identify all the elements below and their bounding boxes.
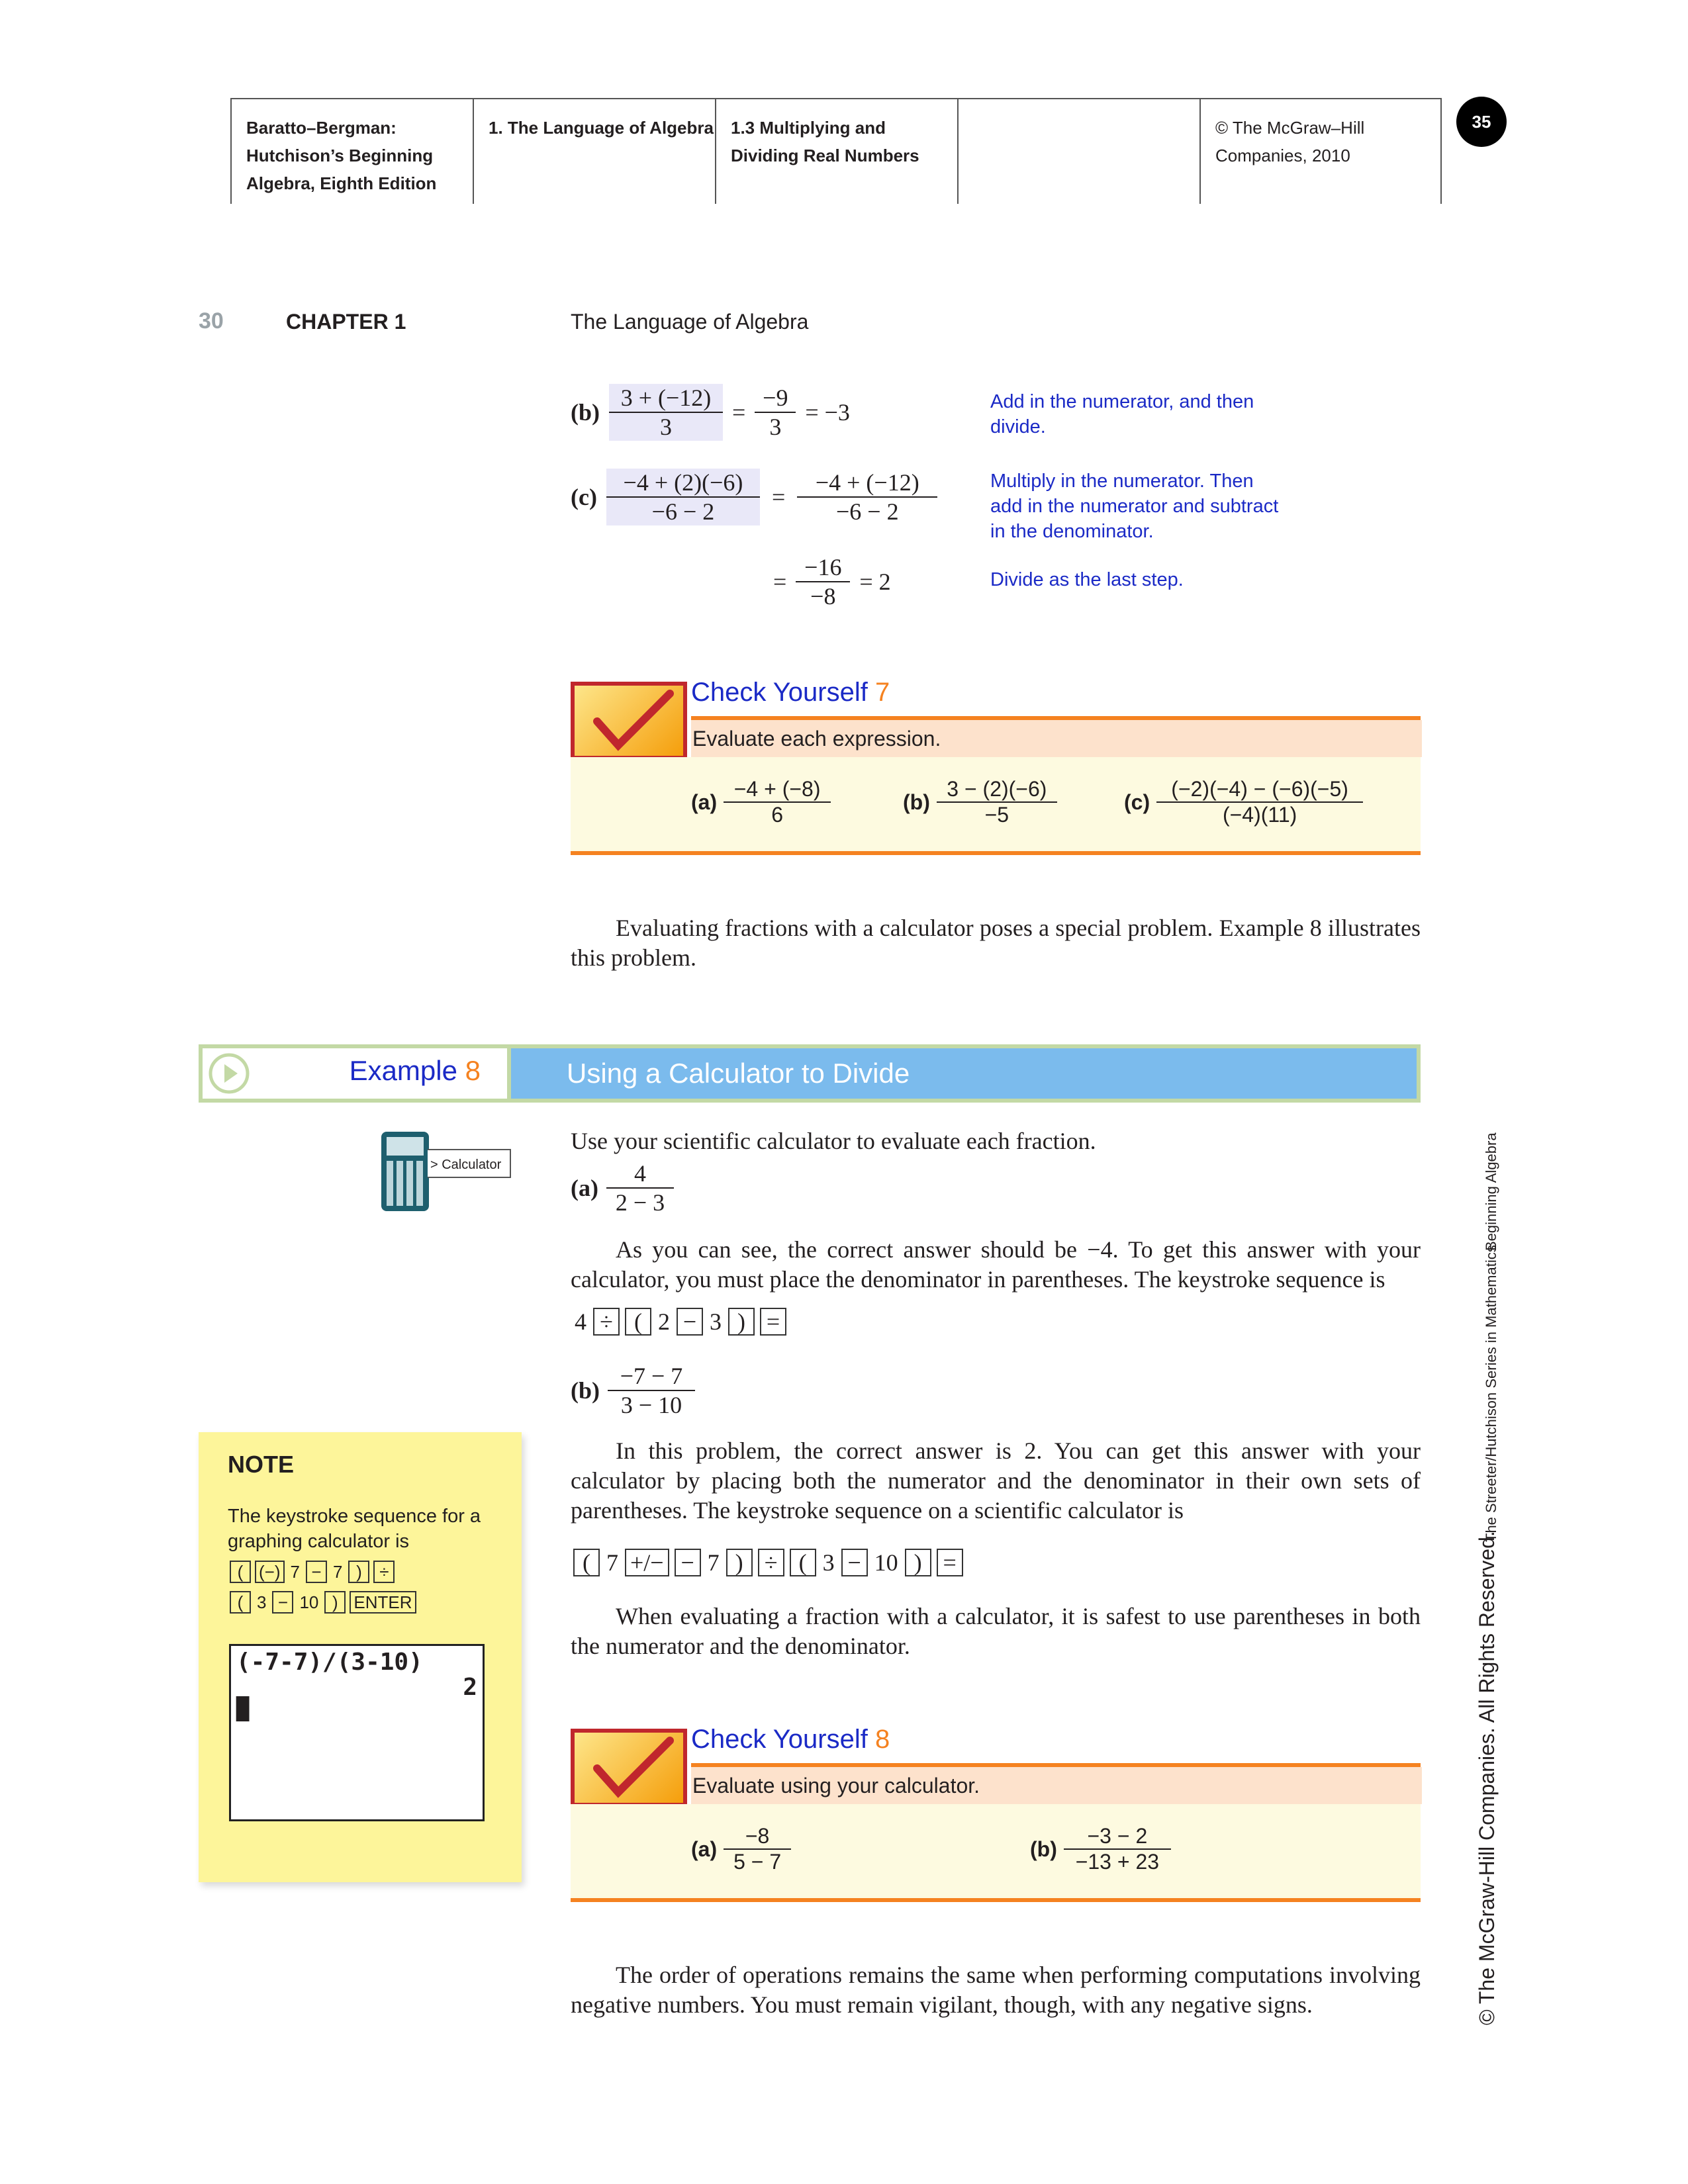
keystroke-key: ÷ <box>758 1549 784 1576</box>
problem-fraction <box>608 1362 695 1419</box>
keystroke-digit: 7 <box>290 1561 300 1582</box>
header-book-line: Algebra, Eighth Edition <box>246 173 437 193</box>
example-title-box <box>511 1044 1421 1103</box>
header-book-line: Baratto–Bergman: <box>246 118 397 138</box>
fraction-numerator: −4 + (2)(−6) <box>623 469 743 496</box>
check-yourself-8-problems <box>571 1804 1421 1898</box>
header-chapter <box>473 98 715 204</box>
play-arrow-icon <box>208 1052 250 1095</box>
solution-b-label: (b) <box>571 399 600 426</box>
example-part-a <box>571 1160 674 1216</box>
fraction-numerator: −4 + (−8) <box>733 777 821 801</box>
solution-c-note2: Divide as the last step. <box>990 569 1184 590</box>
screen-expression: (-7-7)/(3-10) <box>236 1649 423 1676</box>
keystroke-key: ( <box>790 1549 816 1576</box>
keystroke-key: − <box>841 1549 868 1576</box>
page-number: 30 <box>199 308 224 334</box>
problem-label: (c) <box>1124 790 1150 814</box>
chapter-label: CHAPTER 1 <box>286 310 406 334</box>
check-yourself-8-instruction <box>691 1767 1422 1804</box>
check-yourself-label: Check Yourself <box>691 1725 868 1754</box>
problem-label: (a) <box>691 790 718 814</box>
solution-b-fraction-2 <box>755 384 796 441</box>
keystroke-key: ( <box>230 1591 251 1614</box>
check-yourself-8-bottom-rule <box>571 1898 1421 1902</box>
sidebar-series: The Streeter/Hutchison Series in Mathematics <box>1483 1245 1499 1542</box>
fraction-denominator: −13 + 23 <box>1064 1848 1171 1874</box>
checkmark-icon <box>571 1729 687 1807</box>
keystroke-digit: 10 <box>874 1549 898 1576</box>
note-keys-line-2 <box>228 1591 418 1614</box>
keystroke-sequence-a <box>571 1308 789 1336</box>
check-yourself-label: Check Yourself <box>691 678 868 707</box>
check-yourself-8-title <box>691 1725 890 1754</box>
fraction-numerator: −4 + (−12) <box>815 469 919 496</box>
problem-label: (b) <box>571 1377 600 1404</box>
problem-fraction <box>724 1824 791 1874</box>
problem-fraction <box>724 777 831 827</box>
example-word: Example <box>349 1055 457 1086</box>
keystroke-key: ) <box>348 1561 369 1583</box>
keystroke-key: ) <box>324 1591 346 1614</box>
keystroke-digit: 2 <box>658 1308 670 1335</box>
keystroke-sequence-b <box>571 1549 966 1576</box>
calculator-tag[interactable]: > Calculator <box>428 1149 511 1178</box>
equals-sign: = <box>771 484 786 510</box>
keystroke-key: ) <box>728 1308 755 1336</box>
keystroke-key: − <box>306 1561 327 1583</box>
result: = −3 <box>805 399 850 426</box>
header-copyright-line: © The McGraw–Hill <box>1215 118 1365 138</box>
problem-label: (a) <box>691 1837 718 1861</box>
example-a-text: As you can see, the correct answer should be −4. To get this answer with your calculator, you must place the denominator in parentheses. The keystroke sequence is <box>571 1236 1421 1293</box>
solution-c-fraction-2 <box>797 469 937 525</box>
solution-c-note: Multiply in the numerator. Then add in the numerator and subtract in the denominator. <box>990 471 1279 542</box>
check-yourself-7-instruction <box>691 720 1422 757</box>
keystroke-key: = <box>937 1549 963 1576</box>
header-book <box>230 98 473 204</box>
fraction-denominator: −5 <box>937 801 1057 827</box>
fraction-denominator: 3 − 10 <box>608 1390 695 1419</box>
checkmark-icon <box>571 682 687 760</box>
check-yourself-number: 8 <box>874 1725 890 1754</box>
screen-result: 2 <box>463 1674 477 1701</box>
problem-label: (b) <box>903 790 930 814</box>
fraction-denominator: −8 <box>796 581 850 610</box>
example-title: Using a Calculator to Divide <box>567 1058 910 1089</box>
keystroke-key: = <box>760 1308 786 1336</box>
check-yourself-8-icon <box>571 1729 687 1807</box>
keystroke-key: +/− <box>625 1549 669 1576</box>
problem-fraction <box>1156 777 1363 827</box>
sidebar-subject: Beginning Algebra <box>1483 1132 1499 1251</box>
header-copyright-line: Companies, 2010 <box>1215 146 1350 165</box>
sidebar-rights: © The McGraw-Hill Companies. All Rights Reserved. <box>1475 1531 1499 2025</box>
keystroke-key: ÷ <box>593 1308 620 1336</box>
keystroke-key: − <box>677 1308 703 1336</box>
example-b-text: In this problem, the correct answer is 2. You can get this answer with your calculator by placing both the numerator and the denominator in their own sets of parentheses. The keystroke sequence on a scientific calculator is <box>571 1437 1421 1524</box>
equals-sign: = <box>773 569 787 595</box>
result: = 2 <box>859 569 891 595</box>
example-label-box <box>199 1044 511 1103</box>
calculator-screen <box>229 1644 485 1821</box>
note-title: NOTE <box>228 1451 295 1478</box>
note-text: The keystroke sequence for a graphing calculator is <box>228 1506 481 1552</box>
note-keys-line-1 <box>228 1561 397 1583</box>
example-8-header <box>199 1044 1421 1103</box>
fraction-numerator: −16 <box>804 554 842 580</box>
problem-fraction <box>937 777 1057 827</box>
header-chapter-line: 1. The Language of Algebra <box>489 118 714 138</box>
fraction-denominator: 3 <box>609 412 723 441</box>
keystroke-digit: 7 <box>606 1549 618 1576</box>
cy7-problem-c <box>1124 777 1363 827</box>
example-closing: When evaluating a fraction with a calculator, it is safest to use parentheses in both the numerator and the denominator. <box>571 1603 1421 1659</box>
fraction-numerator: 4 <box>633 1160 646 1187</box>
check-yourself-7-problems <box>571 757 1421 851</box>
fraction-numerator: (−2)(−4) − (−6)(−5) <box>1171 777 1348 801</box>
calculator-icon <box>381 1132 429 1211</box>
instruction-text: Evaluate each expression. <box>692 727 941 751</box>
keystroke-digit: 7 <box>332 1561 343 1582</box>
final-paragraph: The order of operations remains the same when performing computations involving negative numbers. You must remain vigilant, though, with any negative signs. <box>571 1962 1421 2018</box>
intro-paragraph: Evaluating fractions with a calculator poses a special problem. Example 8 illustrates this problem. <box>571 915 1421 971</box>
keystroke-key: (−) <box>255 1561 285 1583</box>
problem-label: (a) <box>571 1175 598 1201</box>
solution-b <box>571 384 850 441</box>
page-badge: 35 <box>1456 97 1507 147</box>
example-intro: Use your scientific calculator to evaluate each fraction. <box>571 1128 1096 1154</box>
example-part-b <box>571 1362 695 1419</box>
header-blank <box>957 98 1199 204</box>
keystroke-key: − <box>675 1549 701 1576</box>
example-number: 8 <box>465 1055 481 1086</box>
keystroke-digit: 3 <box>822 1549 835 1576</box>
equals-sign: = <box>732 399 746 426</box>
check-yourself-7-title <box>691 678 890 707</box>
fraction-denominator: 2 − 3 <box>606 1187 674 1216</box>
keystroke-key: ÷ <box>373 1561 395 1583</box>
problem-fraction <box>1064 1824 1171 1874</box>
chapter-title: The Language of Algebra <box>571 310 809 334</box>
fraction-numerator: −9 <box>763 385 788 411</box>
keystroke-digit: 4 <box>575 1308 586 1335</box>
fraction-denominator: −6 − 2 <box>606 496 760 525</box>
keystroke-digit: 7 <box>707 1549 720 1576</box>
header-book-line: Hutchison’s Beginning <box>246 146 434 165</box>
keystroke-key: ( <box>573 1549 600 1576</box>
check-yourself-number: 7 <box>874 678 890 707</box>
problem-label: (b) <box>1030 1837 1057 1861</box>
problem-fraction <box>606 1160 674 1216</box>
fraction-denominator: 6 <box>724 801 831 827</box>
fraction-numerator: −3 − 2 <box>1087 1824 1148 1848</box>
keystroke-key: ) <box>905 1549 931 1576</box>
fraction-denominator: (−4)(11) <box>1156 801 1363 827</box>
solution-c <box>571 469 937 525</box>
keystroke-key: ( <box>230 1561 251 1583</box>
header-section <box>715 98 957 204</box>
cy7-problem-b <box>903 777 1057 827</box>
fraction-denominator: −6 − 2 <box>797 496 937 525</box>
solution-c-label: (c) <box>571 484 597 510</box>
keystroke-key: ) <box>726 1549 753 1576</box>
instruction-text: Evaluate using your calculator. <box>692 1774 980 1797</box>
keystroke-digit: 3 <box>710 1308 722 1335</box>
solution-c-fraction-1 <box>606 469 760 525</box>
solution-c-fraction-3 <box>796 553 850 610</box>
solution-b-note: Add in the numerator, and then divide. <box>990 391 1254 437</box>
fraction-denominator: 3 <box>755 412 796 441</box>
keystroke-digit: 3 <box>257 1592 267 1612</box>
fraction-numerator: 3 − (2)(−6) <box>947 777 1047 801</box>
cy8-problem-a <box>691 1824 791 1874</box>
solution-b-fraction-1 <box>609 384 723 441</box>
fraction-numerator: −7 − 7 <box>620 1363 683 1389</box>
cy8-problem-b <box>1030 1824 1171 1874</box>
keystroke-key: ( <box>625 1308 651 1336</box>
note-box <box>199 1432 522 1882</box>
check-yourself-7-bottom-rule <box>571 851 1421 855</box>
example-label <box>350 1055 481 1087</box>
cy7-problem-a <box>691 777 831 827</box>
screen-cursor: █ <box>236 1696 250 1721</box>
fraction-numerator: 3 + (−12) <box>620 385 712 411</box>
solution-c-step2 <box>773 553 891 610</box>
keystroke-key: ENTER <box>350 1591 416 1614</box>
fraction-numerator: −8 <box>745 1824 770 1848</box>
header-section-line: Dividing Real Numbers <box>731 146 919 165</box>
header-section-line: 1.3 Multiplying and <box>731 118 886 138</box>
check-yourself-7-icon <box>571 682 687 760</box>
fraction-denominator: 5 − 7 <box>724 1848 791 1874</box>
header-copyright <box>1199 98 1442 204</box>
keystroke-key: − <box>272 1591 293 1614</box>
keystroke-digit: 10 <box>299 1592 319 1612</box>
